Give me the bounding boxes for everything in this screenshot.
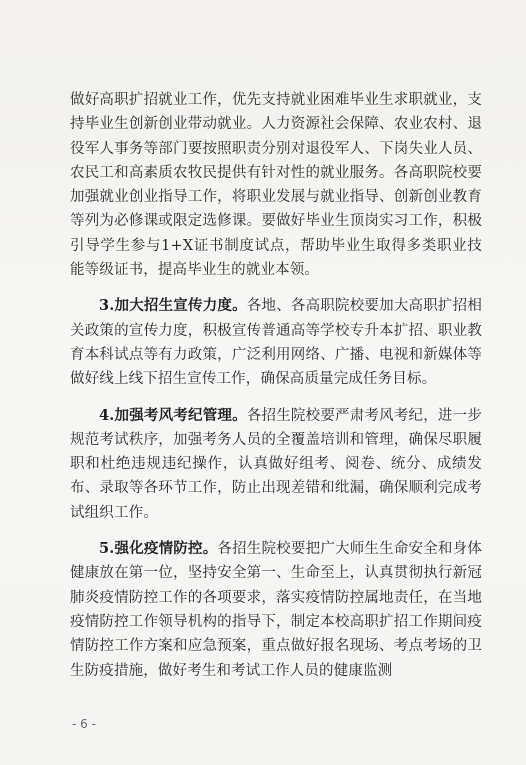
paragraph-employment bbox=[70, 88, 482, 282]
section-heading: 5.强化疫情防控。 bbox=[99, 540, 218, 558]
paragraph-text: 各招生院校要把广大师生生命安全和身体健康放在第一位，坚持安全第一、生命至上，认真贯彻执行新冠肺炎疫情防控工作的各项要求，落实疫情防控属地责任，在当地疫情防控工作领导机构的指导下，制定本校高职扩招工作期间疫情防控工作方案和应急预案，重点做好报名现场、考点考场的卫生防疫措施，做好考生和考试工作人员的健康监测 bbox=[70, 541, 482, 679]
document-body bbox=[70, 88, 482, 695]
paragraph-text: 各地、各高职院校要加大高职扩招相关政策的宣传力度，积极宣传普通高等学校专升本扩招、职业教育本科试点等有力政策，广泛利用网络、广播、电视和新媒体等做好线上线下招生宣传工作，确保高质量完成任务目标。 bbox=[70, 298, 482, 388]
paragraph-text: 各招生院校要严肃考风考纪，进一步规范考试秩序，加强考务人员的全覆盖培训和管理，确保尽职履职和杜绝违规违纪操作，认真做好组考、阅卷、统分、成绩发布、录取等各环节工作，防止出现差错和纰漏，确保顺利完成考试组织工作。 bbox=[70, 407, 482, 521]
page-number: - 6 - bbox=[72, 717, 96, 731]
paragraph-exam-discipline bbox=[70, 404, 482, 525]
paragraph-epidemic-control bbox=[70, 537, 482, 683]
section-heading: 4.加强考风考纪管理。 bbox=[99, 406, 247, 424]
paragraph-text: 做好高职扩招就业工作，优先支持就业困难毕业生求职就业，支持毕业生创新创业带动就业。人力资源社会保障、农业农村、退役军人事务等部门要按照职责分别对退役军人、下岗失业人员、农民工和高素质农牧民提供有针对性的就业服务。各高职院校要加强就业创业指导工作，将职业发展与就业指导、创新创业教育等列为必修课或限定选修课。要做好毕业生顶岗实习工作，积极引导学生参与1+X证书制度试点，帮助毕业生取得多类职业技能等级证书，提高毕业生的就业本领。 bbox=[70, 92, 482, 279]
section-heading: 3.加大招生宣传力度。 bbox=[99, 297, 247, 315]
paragraph-publicity bbox=[70, 294, 482, 391]
